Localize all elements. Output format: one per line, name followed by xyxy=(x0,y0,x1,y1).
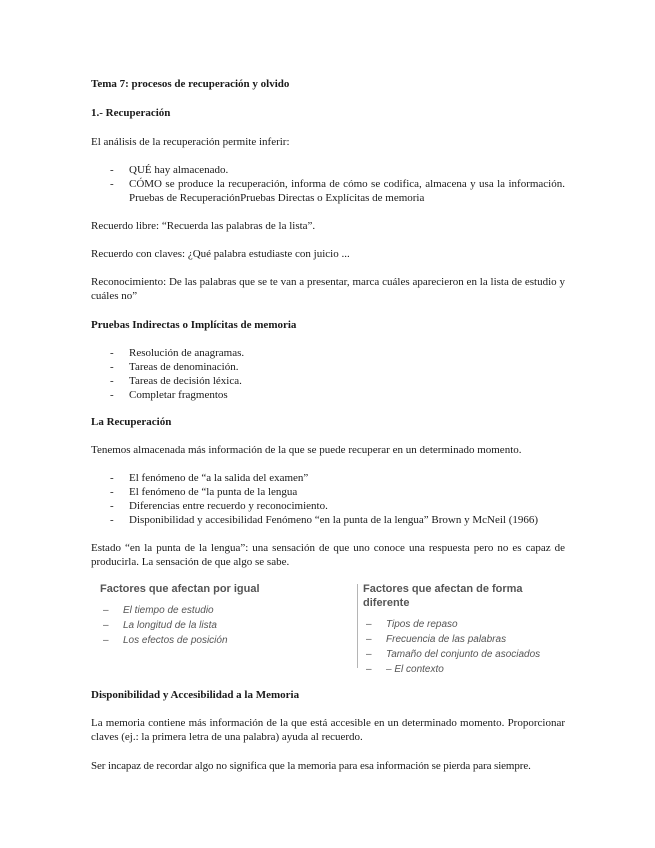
document-title: Tema 7: procesos de recuperación y olvido xyxy=(91,78,290,90)
list-item: – El tiempo de estudio xyxy=(103,605,214,616)
fenomenos-list xyxy=(91,471,565,527)
intro-paragraph: El análisis de la recuperación permite inferir: xyxy=(91,136,290,148)
heading-recuperacion: 1.- Recuperación xyxy=(91,107,171,119)
factores-igual-column xyxy=(100,582,350,648)
disponibilidad-paragraph: La memoria contiene más información de la que está accesible en un determinado momento. Proporcionar claves (ej.: la primera letra de una palabra) ayuda al recuerdo. xyxy=(91,717,565,743)
list-item: - CÓMO se produce la recuperación, informa de cómo se codifica, almacena y usa la información. Pruebas de RecuperaciónPruebas Directas o Explícitas de memoria xyxy=(110,178,565,204)
list-item: - El fenómeno de “la punta de la lengua xyxy=(110,486,298,498)
list-item: - Diferencias entre recuerdo y reconocimiento. xyxy=(110,500,328,512)
heading-pruebas-indirectas: Pruebas Indirectas o Implícitas de memoria xyxy=(91,319,297,331)
list-item: - Tareas de decisión léxica. xyxy=(110,375,242,387)
list-item: - Tareas de denominación. xyxy=(110,361,239,373)
list-item: – Tamaño del conjunto de asociados xyxy=(366,649,541,660)
list-item: – La longitud de la lista xyxy=(103,620,217,631)
recuerdo-libre: Recuerdo libre: “Recuerda las palabras de la lista”. xyxy=(91,220,316,232)
factores-divider xyxy=(357,584,358,668)
incapaz-paragraph: Ser incapaz de recordar algo no significa que la memoria para esa información se pierda para siempre. xyxy=(91,760,531,772)
recuperacion-intro: Tenemos almacenada más información de la que se puede recuperar en un determinado momento. xyxy=(91,444,522,456)
pruebas-indirectas-list xyxy=(91,346,565,402)
inferir-list xyxy=(91,163,565,205)
list-item: - QUÉ hay almacenado. xyxy=(110,164,229,176)
list-item: - Completar fragmentos xyxy=(110,389,228,401)
list-item: - El fenómeno de “a la salida del examen” xyxy=(110,472,309,484)
reconocimiento: Reconocimiento: De las palabras que se te van a presentar, marca cuáles aparecieron en la lista de estudio y cuáles no” xyxy=(91,276,565,302)
list-item: – – El contexto xyxy=(366,664,444,675)
recuerdo-claves: Recuerdo con claves: ¿Qué palabra estudiaste con juicio ... xyxy=(91,248,350,260)
factores-diferente-column xyxy=(363,582,570,677)
list-item: – Frecuencia de las palabras xyxy=(366,634,507,645)
list-item: - Disponibilidad y accesibilidad Fenómeno “en la punta de la lengua” Brown y McNeil (1966) xyxy=(110,514,539,526)
factores-diferente-title: Factores que afectan de forma diferente xyxy=(363,583,523,609)
factores-figure xyxy=(100,582,570,675)
factores-igual-title: Factores que afectan por igual xyxy=(100,583,260,595)
estado-punta-lengua: Estado “en la punta de la lengua”: una sensación de que uno conoce una respuesta pero no es capaz de producirla. La sensación de que algo se sabe. xyxy=(91,542,565,568)
list-item: – Los efectos de posición xyxy=(103,635,228,646)
heading-disponibilidad: Disponibilidad y Accesibilidad a la Memoria xyxy=(91,689,300,701)
list-item: – Tipos de repaso xyxy=(366,619,458,630)
list-item: - Resolución de anagramas. xyxy=(110,347,245,359)
heading-la-recuperacion: La Recuperación xyxy=(91,416,172,428)
